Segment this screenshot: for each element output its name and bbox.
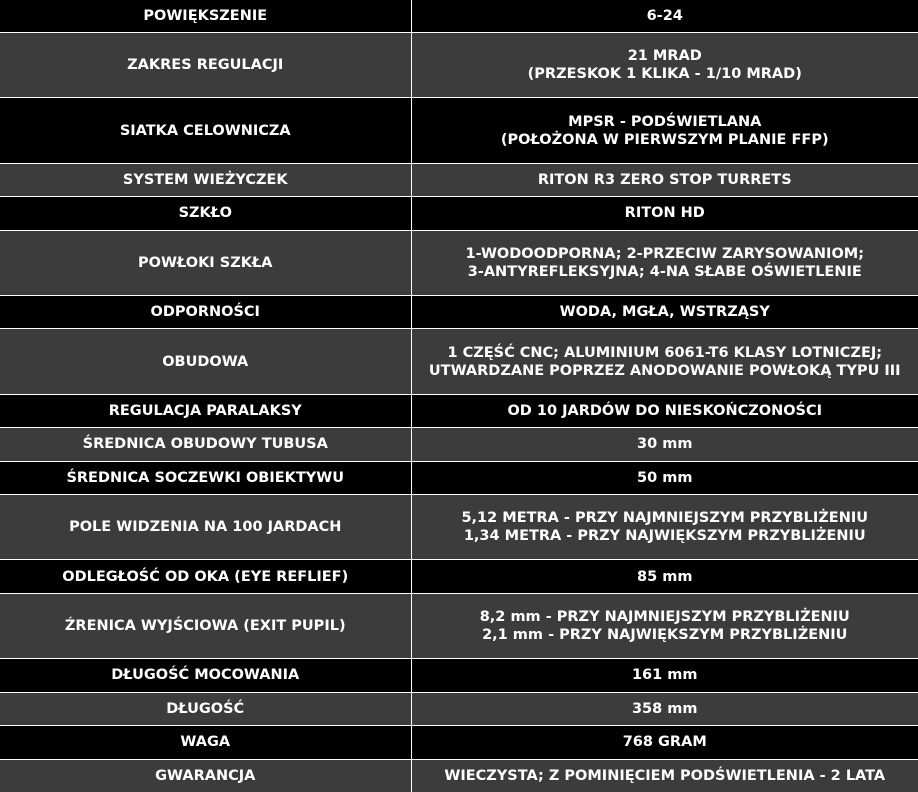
spec-value — [411, 495, 918, 560]
spec-row — [0, 33, 918, 98]
spec-value — [411, 692, 918, 726]
spec-value-line: (PRZESKOK 1 KLIKA - 1/10 MRAD) — [527, 66, 802, 83]
spec-row — [0, 230, 918, 295]
spec-value-line: 2,1 mm - PRZY NAJWIĘKSZYM PRZYBLIŻENIU — [482, 627, 848, 643]
spec-value-line: 6-24 — [646, 8, 683, 25]
spec-row — [0, 495, 918, 560]
spec-value-line: 161 mm — [631, 667, 698, 684]
spec-value-line: 21 MRAD — [627, 48, 702, 65]
spec-value — [411, 593, 918, 658]
spec-label: POLE WIDZENIA NA 100 JARDACH — [0, 495, 411, 560]
spec-label: GWARANCJA — [0, 759, 411, 792]
spec-value — [411, 394, 918, 428]
spec-row — [0, 163, 918, 197]
spec-value-line: 8,2 mm - PRZY NAJMNIEJSZYM PRZYBLIŻENIU — [479, 609, 850, 625]
spec-label: ŹRENICA WYJŚCIOWA (EXIT PUPIL) — [0, 593, 411, 658]
spec-label: SIATKA CELOWNICZA — [0, 98, 411, 163]
spec-value-line: 5,12 METRA - PRZY NAJMNIEJSZYM PRZYBLIŻENIU — [461, 510, 869, 527]
spec-value — [411, 659, 918, 693]
spec-row — [0, 0, 918, 33]
spec-value — [411, 461, 918, 495]
spec-value-line: (POŁOŻONA W PIERWSZYM PLANIE FFP) — [500, 131, 829, 148]
spec-row — [0, 428, 918, 462]
spec-row — [0, 659, 918, 693]
spec-value-line: 768 GRAM — [622, 734, 707, 751]
spec-label: ŚREDNICA SOCZEWKI OBIEKTYWU — [0, 461, 411, 495]
spec-label: ŚREDNICA OBUDOWY TUBUSA — [0, 428, 411, 462]
spec-label: DŁUGOŚĆ — [0, 692, 411, 726]
spec-value — [411, 295, 918, 329]
spec-row — [0, 726, 918, 760]
spec-row — [0, 759, 918, 792]
spec-row — [0, 329, 918, 394]
spec-row — [0, 593, 918, 658]
spec-value-line: 50 mm — [637, 469, 693, 486]
spec-value-line: WODA, MGŁA, WSTRZĄSY — [559, 304, 770, 321]
spec-value-line: 358 mm — [631, 700, 698, 717]
spec-value — [411, 230, 918, 295]
spec-label: REGULACJA PARALAKSY — [0, 394, 411, 428]
spec-row — [0, 98, 918, 163]
spec-value-line: RITON R3 ZERO STOP TURRETS — [537, 171, 792, 188]
spec-value-line: WIECZYSTA; Z POMINIĘCIEM PODŚWIETLENIA - 2 LATA — [444, 767, 886, 784]
spec-label: ZAKRES REGULACJI — [0, 33, 411, 98]
spec-value — [411, 428, 918, 462]
spec-label: ODLEGŁOŚĆ OD OKA (EYE REFLIEF) — [0, 560, 411, 594]
spec-label: SZKŁO — [0, 197, 411, 231]
spec-value-line: 30 mm — [637, 436, 693, 453]
spec-label: SYSTEM WIEŻYCZEK — [0, 163, 411, 197]
spec-label: WAGA — [0, 726, 411, 760]
spec-value — [411, 329, 918, 394]
spec-value-line: MPSR - PODŚWIETLANA — [568, 113, 762, 130]
spec-label: ODPORNOŚCI — [0, 295, 411, 329]
spec-label: OBUDOWA — [0, 329, 411, 394]
spec-row — [0, 394, 918, 428]
spec-label: POWIĘKSZENIE — [0, 0, 411, 33]
spec-value-line: UTWARDZANE POPRZEZ ANODOWANIE POWŁOKĄ TYPU III — [428, 362, 901, 379]
spec-value-line: 85 mm — [637, 568, 693, 585]
spec-row — [0, 692, 918, 726]
spec-value — [411, 33, 918, 98]
spec-value — [411, 0, 918, 33]
spec-value-line: 3-ANTYREFLEKSYJNA; 4-NA SŁABE OŚWIETLENIE — [467, 263, 862, 280]
spec-row — [0, 560, 918, 594]
spec-value-line: 1 CZĘŚĆ CNC; ALUMINIUM 6061-T6 KLASY LOTNICZEJ; — [447, 344, 883, 361]
spec-row — [0, 295, 918, 329]
spec-value — [411, 98, 918, 163]
spec-value — [411, 560, 918, 594]
spec-value — [411, 197, 918, 231]
spec-row — [0, 197, 918, 231]
spec-value — [411, 163, 918, 197]
spec-label: POWŁOKI SZKŁA — [0, 230, 411, 295]
spec-value — [411, 726, 918, 760]
spec-row — [0, 461, 918, 495]
spec-label: DŁUGOŚĆ MOCOWANIA — [0, 659, 411, 693]
spec-value-line: 1-WODOODPORNA; 2-PRZECIW ZARYSOWANIOM; — [465, 245, 865, 262]
spec-value-line: 1,34 METRA - PRZY NAJWIĘKSZYM PRZYBLIŻENIU — [463, 528, 866, 545]
spec-value — [411, 759, 918, 792]
spec-value-line: RITON HD — [624, 205, 705, 222]
spec-value-line: OD 10 JARDÓW DO NIESKOŃCZONOŚCI — [507, 402, 823, 419]
